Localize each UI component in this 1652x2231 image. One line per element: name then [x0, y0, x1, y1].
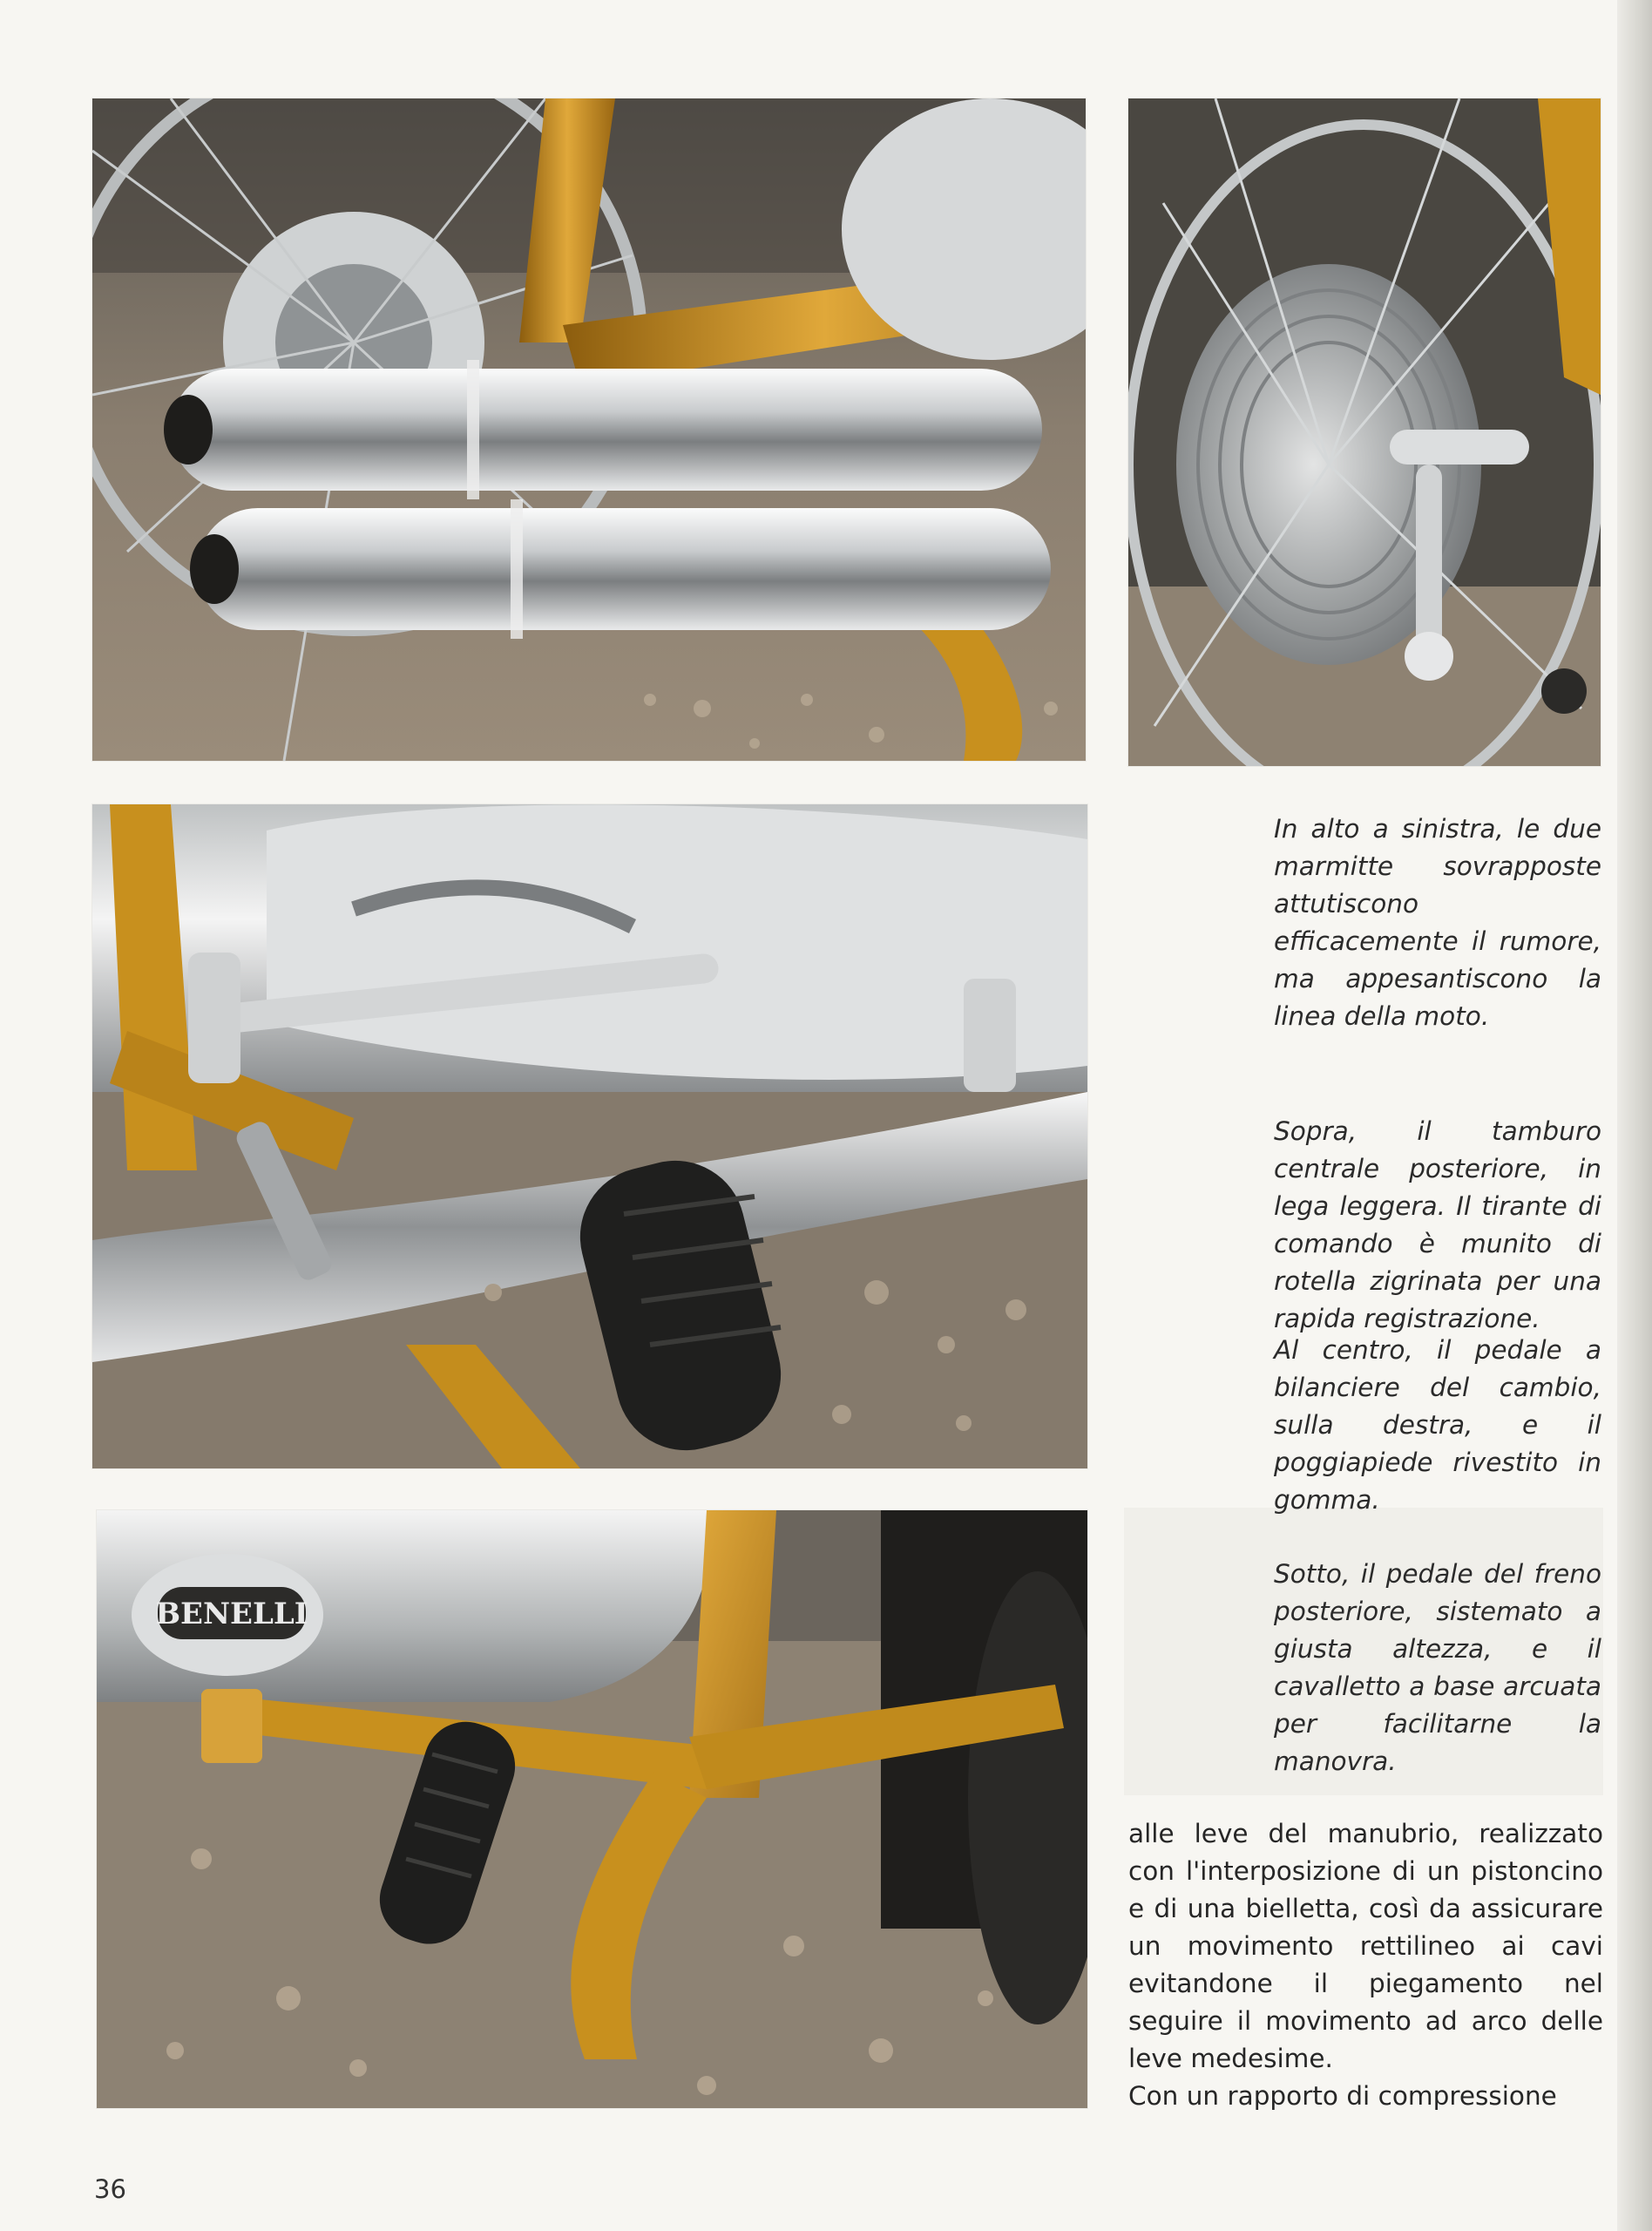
body-text — [1128, 1815, 1603, 2115]
benelli-logo — [155, 1587, 308, 1639]
photo-rear-drum-image — [1128, 98, 1601, 766]
page-number: 36 — [94, 2174, 126, 2204]
caption-center: Al centro, il pedale a bilanciere del cambio, sulla destra, e il poggiapiede rivestito in gomma. — [1274, 1335, 1601, 1515]
page-edge — [1617, 0, 1652, 2231]
caption-above: Sopra, il tamburo centrale posteriore, in lega leggera. Il tirante di comando è munito di rotella zigrinata per una rapida registrazione. — [1274, 1116, 1601, 1333]
body-paragraph-1: alle leve del manubrio, realizzato con l'interposizione di un pistoncino e di una bielletta, così da assicurare un movimento rettilineo ai cavi evitandone il piegamento nel seguire il movimento ad arco delle leve medesime. — [1128, 1819, 1603, 2073]
photo-brake-pedal-image — [97, 1510, 1087, 2108]
caption-below: Sotto, il pedale del freno posteriore, sistemato a giusta altezza, e il cavalletto a base arcuata per facilitarne la manovra. — [1274, 1559, 1601, 1776]
body-paragraph-2: Con un rapporto di compressione — [1128, 2081, 1557, 2111]
photo-gear-pedal — [92, 804, 1087, 1468]
photo-exhaust-mufflers-image — [92, 98, 1086, 761]
benelli-logo-text: BENELLI — [155, 1597, 308, 1631]
caption-top-left: In alto a sinistra, le due marmitte sovrapposte attutiscono efficacemente il rumore, ma appesantiscono la linea della moto. — [1274, 814, 1601, 1031]
photo-rear-drum — [1128, 98, 1601, 766]
photo-gear-pedal-image — [92, 804, 1087, 1468]
photo-exhaust-mufflers — [92, 98, 1086, 761]
photo-brake-pedal — [97, 1510, 1087, 2108]
